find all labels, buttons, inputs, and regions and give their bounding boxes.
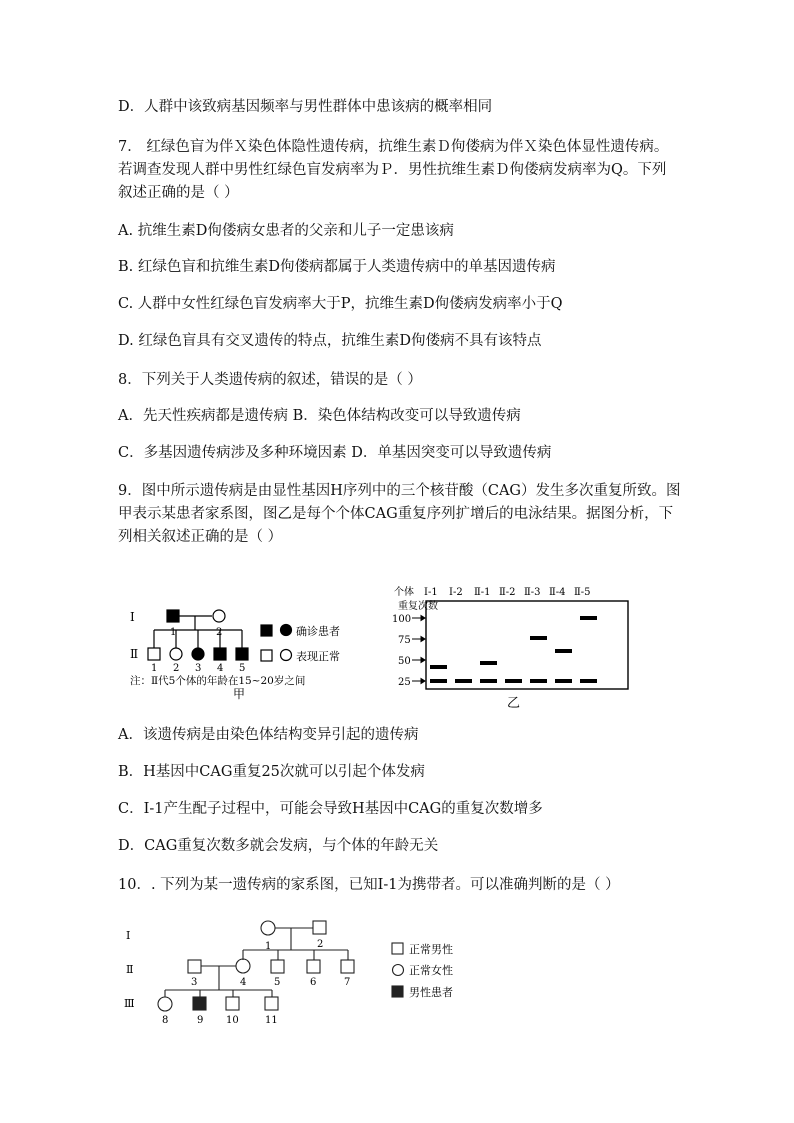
individual-label: 10	[226, 1015, 239, 1026]
lane-label: Ⅱ-4	[549, 587, 566, 598]
q9-stem-line2: 甲表示某患者家系图，图乙是每个个体CAG重复序列扩增后的电泳结果。据图分析，下	[118, 506, 674, 522]
legend-normal-label: 表现正常	[296, 650, 340, 663]
normal-female-symbol	[236, 959, 250, 973]
gel-band	[580, 679, 597, 683]
q10-stem: 10．. 下列为某一遗传病的家系图，已知I-1为携带者。可以准确判断的是（ ）	[118, 877, 620, 893]
normal-male-symbol	[148, 648, 160, 660]
gel-band	[555, 649, 572, 653]
individual-label: 1	[151, 663, 158, 674]
normal-female-symbol	[170, 648, 182, 660]
header-repeats: 重复次数	[398, 601, 438, 612]
q7-option-d: D. 红绿色盲具有交叉遗传的特点，抗维生素D佝偻病不具有该特点	[118, 333, 542, 349]
gel-band	[480, 679, 497, 683]
gel-band	[430, 679, 447, 683]
legend-normal-male-symbol	[392, 943, 403, 954]
individual-label: 1	[170, 627, 177, 638]
tick-label: 25	[398, 677, 411, 688]
individual-label: 8	[162, 1015, 169, 1026]
normal-male-symbol	[265, 997, 278, 1010]
figure-note: 注：Ⅱ代5个体的年龄在15~20岁之间	[130, 675, 306, 687]
affected-male-symbol	[214, 648, 226, 660]
individual-label: 5	[274, 977, 281, 988]
legend-affected-male-symbol	[261, 625, 272, 636]
individual-label: 7	[344, 977, 351, 988]
affected-male-symbol	[167, 610, 179, 622]
q9-option-b: B．H基因中CAG重复25次就可以引起个体发病	[118, 764, 425, 780]
gel-frame	[426, 601, 628, 689]
lane-label: Ⅱ-3	[524, 587, 541, 598]
tick-label: 100	[392, 614, 412, 625]
q8-options-cd: C．多基因遗传病涉及多种环境因素 D．单基因突变可以导致遗传病	[118, 445, 552, 461]
individual-label: 4	[217, 663, 224, 674]
individual-label: 2	[173, 663, 180, 674]
q7-option-b: B. 红绿色盲和抗维生素D佝偻病都属于人类遗传病中的单基因遗传病	[118, 259, 556, 275]
generation-1-label: Ⅰ	[126, 929, 131, 942]
q8-options-ab: A．先天性疾病都是遗传病 B．染色体结构改变可以导致遗传病	[118, 408, 521, 424]
affected-male-symbol	[193, 997, 206, 1010]
carrier-female-symbol	[261, 921, 275, 935]
legend-normal-female-symbol	[281, 650, 292, 661]
individual-label: 2	[216, 627, 223, 638]
normal-male-symbol	[271, 960, 284, 973]
q7-option-a: A. 抗维生素D佝偻病女患者的父亲和儿子一定患该病	[118, 223, 454, 239]
q7-option-c: C. 人群中女性红绿色盲发病率大于P，抗维生素D佝偻病发病率小于Q	[118, 296, 563, 312]
gel-band	[430, 665, 447, 669]
lane-label: Ⅰ-2	[449, 587, 463, 598]
gel-band	[480, 661, 497, 665]
individual-label: 4	[240, 977, 247, 988]
q9-option-d: D．CAG重复次数多就会发病，与个体的年龄无关	[118, 838, 439, 854]
generation-3-label: Ⅲ	[124, 997, 135, 1010]
tick-label: 75	[398, 635, 411, 646]
lane-label: Ⅱ-1	[474, 587, 491, 598]
q9-stem-line1: 9．图中所示遗传病是由显性基因H序列中的三个核苷酸（CAG）发生多次重复所致。图	[118, 483, 681, 499]
individual-label: 1	[265, 941, 272, 952]
generation-1-label: Ⅰ	[130, 610, 135, 624]
gel-band	[455, 679, 472, 683]
legend-affected-female-symbol	[281, 625, 292, 636]
normal-male-symbol	[341, 960, 354, 973]
normal-male-symbol	[188, 960, 201, 973]
affected-male-symbol	[236, 648, 248, 660]
tick-label: 50	[398, 656, 411, 667]
generation-2-label: Ⅱ	[126, 963, 134, 976]
lane-label: Ⅰ-1	[424, 587, 438, 598]
figure-q10-pedigree	[120, 915, 480, 1035]
lane-label: Ⅱ-5	[574, 587, 591, 598]
individual-label: 9	[197, 1015, 204, 1026]
figure-yi-electrophoresis	[390, 585, 630, 715]
q7-stem-line2: 若调查发现人群中男性红绿色盲发病率为Ｐ．男性抗维生素Ｄ佝偻病发病率为Q。下列	[118, 162, 667, 178]
individual-label: 5	[239, 663, 246, 674]
legend-affected-label: 男性患者	[409, 986, 453, 999]
legend-affected-label: 确诊患者	[296, 625, 340, 638]
q9-stem-line3: 列相关叙述正确的是（ ）	[118, 529, 283, 545]
figure-caption-yi: 乙	[507, 696, 521, 711]
q9-option-a: A．该遗传病是由染色体结构变异引起的遗传病	[118, 727, 419, 743]
normal-female-symbol	[213, 610, 225, 622]
legend-male-label: 正常男性	[409, 943, 453, 956]
normal-male-symbol	[226, 997, 239, 1010]
individual-label: 2	[317, 939, 324, 950]
q9-option-c: C．Ⅰ-1产生配子过程中，可能会导致H基因中CAG的重复次数增多	[118, 801, 543, 817]
individual-label: 11	[265, 1015, 278, 1026]
q7-stem-line3: 叙述正确的是（ ）	[118, 185, 239, 201]
gel-band	[555, 679, 572, 683]
q8-stem: 8．下列关于人类遗传病的叙述，错误的是（ ）	[118, 372, 422, 388]
q6-option-d: D．人群中该致病基因频率与男性群体中患该病的概率相同	[118, 99, 493, 115]
legend-normal-male-symbol	[261, 650, 272, 661]
figure-jia-pedigree	[120, 605, 380, 700]
header-individual: 个体	[394, 587, 414, 598]
gel-band	[530, 679, 547, 683]
normal-male-symbol	[313, 921, 326, 934]
gel-band	[505, 679, 522, 683]
q7-stem-line1: 7． 红绿色盲为伴Ｘ染色体隐性遗传病，抗维生素Ｄ佝偻病为伴Ｘ染色体显性遗传病。	[118, 139, 669, 155]
lane-label: Ⅱ-2	[499, 587, 516, 598]
legend-affected-male-symbol	[392, 986, 403, 997]
normal-female-symbol	[158, 997, 172, 1011]
individual-label: 3	[191, 977, 198, 988]
gel-band	[580, 616, 597, 620]
affected-female-symbol	[192, 648, 204, 660]
legend-normal-female-symbol	[393, 965, 404, 976]
generation-2-label: Ⅱ	[130, 647, 139, 661]
gel-band	[530, 636, 547, 640]
individual-label: 6	[310, 977, 317, 988]
figure-caption-jia: 甲	[233, 687, 246, 700]
legend-female-label: 正常女性	[409, 964, 453, 977]
normal-male-symbol	[307, 960, 320, 973]
individual-label: 3	[195, 663, 202, 674]
